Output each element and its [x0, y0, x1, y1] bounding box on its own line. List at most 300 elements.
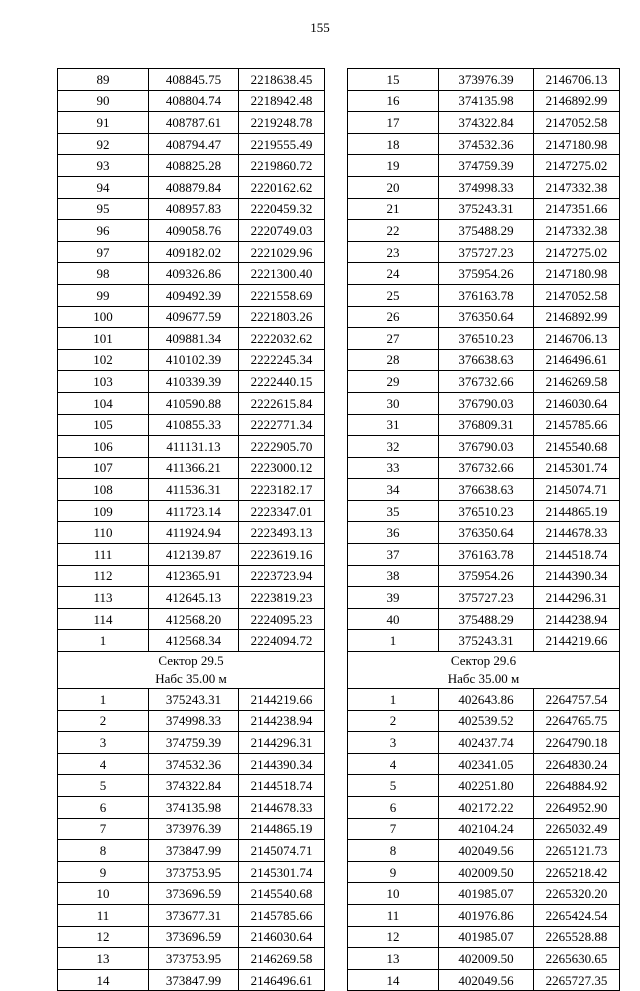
y-coordinate: 2223723.94: [239, 565, 325, 587]
point-number: 30: [348, 392, 439, 414]
x-coordinate: 409492.39: [149, 284, 239, 306]
x-coordinate: 374322.84: [439, 112, 534, 134]
y-coordinate: 2144296.31: [239, 732, 325, 754]
y-coordinate: 2265218.42: [534, 861, 620, 883]
table-row: [58, 710, 325, 732]
y-coordinate: 2218638.45: [239, 69, 325, 91]
point-number: 1: [58, 630, 149, 652]
y-coordinate: 2145301.74: [534, 457, 620, 479]
x-coordinate: 409677.59: [149, 306, 239, 328]
point-number: 32: [348, 436, 439, 458]
y-coordinate: 2219248.78: [239, 112, 325, 134]
x-coordinate: 373696.59: [149, 926, 239, 948]
point-number: 94: [58, 176, 149, 198]
y-coordinate: 2147275.02: [534, 155, 620, 177]
x-coordinate: 374998.33: [439, 176, 534, 198]
x-coordinate: 410102.39: [149, 349, 239, 371]
point-number: 93: [58, 155, 149, 177]
table-row: [348, 436, 620, 458]
x-coordinate: 374135.98: [149, 797, 239, 819]
point-number: 23: [348, 241, 439, 263]
x-coordinate: 376732.66: [439, 457, 534, 479]
table-row: [348, 479, 620, 501]
point-number: 1: [58, 689, 149, 711]
table-row: [348, 753, 620, 775]
x-coordinate: 412365.91: [149, 565, 239, 587]
x-coordinate: 374322.84: [149, 775, 239, 797]
y-coordinate: 2264757.54: [534, 689, 620, 711]
point-number: 13: [58, 948, 149, 970]
y-coordinate: 2221803.26: [239, 306, 325, 328]
point-number: 27: [348, 328, 439, 350]
table-row: [348, 840, 620, 862]
y-coordinate: 2146269.58: [534, 371, 620, 393]
sector-height: Набс 35.00 м: [447, 671, 520, 687]
point-number: 110: [58, 522, 149, 544]
y-coordinate: 2265528.88: [534, 926, 620, 948]
y-coordinate: 2146496.61: [239, 969, 325, 991]
table-row: [58, 732, 325, 754]
x-coordinate: 402009.50: [439, 861, 534, 883]
coordinates-table-left: [57, 68, 325, 991]
x-coordinate: 412645.13: [149, 587, 239, 609]
point-number: 92: [58, 133, 149, 155]
y-coordinate: 2147052.58: [534, 284, 620, 306]
point-number: 11: [348, 904, 439, 926]
point-number: 100: [58, 306, 149, 328]
y-coordinate: 2265727.35: [534, 969, 620, 991]
x-coordinate: 375488.29: [439, 220, 534, 242]
coordinates-table-right: [347, 68, 620, 991]
y-coordinate: 2223000.12: [239, 457, 325, 479]
table-row: [58, 112, 325, 134]
y-coordinate: 2144238.94: [534, 608, 620, 630]
x-coordinate: 374135.98: [439, 90, 534, 112]
table-row: [58, 241, 325, 263]
table-row: [58, 544, 325, 566]
x-coordinate: 373753.95: [149, 948, 239, 970]
y-coordinate: 2265032.49: [534, 818, 620, 840]
x-coordinate: 402009.50: [439, 948, 534, 970]
x-coordinate: 410339.39: [149, 371, 239, 393]
table-row: [58, 500, 325, 522]
y-coordinate: 2221300.40: [239, 263, 325, 285]
y-coordinate: 2146892.99: [534, 306, 620, 328]
table-row: [348, 176, 620, 198]
x-coordinate: 375727.23: [439, 587, 534, 609]
sector-header: [58, 652, 325, 689]
y-coordinate: 2222032.62: [239, 328, 325, 350]
table-row: [58, 797, 325, 819]
x-coordinate: 408957.83: [149, 198, 239, 220]
y-coordinate: 2145301.74: [239, 861, 325, 883]
x-coordinate: 411924.94: [149, 522, 239, 544]
y-coordinate: 2146496.61: [534, 349, 620, 371]
table-row: [58, 90, 325, 112]
x-coordinate: 401985.07: [439, 883, 534, 905]
x-coordinate: 411131.13: [149, 436, 239, 458]
x-coordinate: 376638.63: [439, 349, 534, 371]
x-coordinate: 373847.99: [149, 840, 239, 862]
y-coordinate: 2144865.19: [534, 500, 620, 522]
y-coordinate: 2222905.70: [239, 436, 325, 458]
table-row: [58, 371, 325, 393]
y-coordinate: 2146706.13: [534, 328, 620, 350]
x-coordinate: 376510.23: [439, 500, 534, 522]
point-number: 104: [58, 392, 149, 414]
point-number: 3: [348, 732, 439, 754]
point-number: 40: [348, 608, 439, 630]
table-row: [348, 220, 620, 242]
table-row: [348, 608, 620, 630]
point-number: 98: [58, 263, 149, 285]
table-row: [348, 263, 620, 285]
x-coordinate: 375727.23: [439, 241, 534, 263]
x-coordinate: 409326.86: [149, 263, 239, 285]
y-coordinate: 2144865.19: [239, 818, 325, 840]
table-row: [58, 436, 325, 458]
x-coordinate: 376732.66: [439, 371, 534, 393]
point-number: 22: [348, 220, 439, 242]
sector-title: Сектор 29.6: [450, 653, 517, 669]
table-row: [58, 587, 325, 609]
x-coordinate: 373976.39: [149, 818, 239, 840]
x-coordinate: 375954.26: [439, 263, 534, 285]
table-row: [348, 904, 620, 926]
table-row: [348, 732, 620, 754]
table-row: [348, 522, 620, 544]
y-coordinate: 2264952.90: [534, 797, 620, 819]
point-number: 4: [58, 753, 149, 775]
point-number: 20: [348, 176, 439, 198]
table-row: [348, 90, 620, 112]
x-coordinate: 376809.31: [439, 414, 534, 436]
table-row: [58, 220, 325, 242]
point-number: 11: [58, 904, 149, 926]
table-row: [58, 753, 325, 775]
table-row: [348, 926, 620, 948]
y-coordinate: 2144518.74: [534, 544, 620, 566]
y-coordinate: 2264765.75: [534, 710, 620, 732]
table-row: [58, 883, 325, 905]
sector-header: [348, 652, 620, 689]
table-row: [58, 69, 325, 91]
point-number: 12: [58, 926, 149, 948]
y-coordinate: 2144678.33: [534, 522, 620, 544]
x-coordinate: 375243.31: [149, 689, 239, 711]
table-row: [348, 284, 620, 306]
point-number: 101: [58, 328, 149, 350]
point-number: 33: [348, 457, 439, 479]
table-row: [58, 840, 325, 862]
table-row: [348, 797, 620, 819]
y-coordinate: 2265320.20: [534, 883, 620, 905]
point-number: 105: [58, 414, 149, 436]
y-coordinate: 2221558.69: [239, 284, 325, 306]
y-coordinate: 2219860.72: [239, 155, 325, 177]
table-row: [348, 306, 620, 328]
table-row: [348, 112, 620, 134]
table-row: [58, 608, 325, 630]
x-coordinate: 376350.64: [439, 522, 534, 544]
y-coordinate: 2147275.02: [534, 241, 620, 263]
point-number: 5: [348, 775, 439, 797]
table-row: [58, 328, 325, 350]
point-number: 15: [348, 69, 439, 91]
point-number: 39: [348, 587, 439, 609]
y-coordinate: 2222615.84: [239, 392, 325, 414]
x-coordinate: 402049.56: [439, 969, 534, 991]
table-row: [348, 565, 620, 587]
point-number: 96: [58, 220, 149, 242]
y-coordinate: 2224095.23: [239, 608, 325, 630]
point-number: 7: [348, 818, 439, 840]
point-number: 31: [348, 414, 439, 436]
table-row: [58, 414, 325, 436]
point-number: 112: [58, 565, 149, 587]
point-number: 102: [58, 349, 149, 371]
x-coordinate: 408804.74: [149, 90, 239, 112]
y-coordinate: 2145785.66: [239, 904, 325, 926]
x-coordinate: 412568.20: [149, 608, 239, 630]
point-number: 8: [58, 840, 149, 862]
x-coordinate: 375243.31: [439, 198, 534, 220]
sector-header-row: [58, 652, 325, 689]
x-coordinate: 411536.31: [149, 479, 239, 501]
x-coordinate: 411723.14: [149, 500, 239, 522]
table-row: [348, 818, 620, 840]
x-coordinate: 402437.74: [439, 732, 534, 754]
point-number: 103: [58, 371, 149, 393]
y-coordinate: 2146892.99: [534, 90, 620, 112]
table-row: [348, 414, 620, 436]
table-row: [58, 155, 325, 177]
table-row: [348, 371, 620, 393]
x-coordinate: 408879.84: [149, 176, 239, 198]
y-coordinate: 2147351.66: [534, 198, 620, 220]
point-number: 13: [348, 948, 439, 970]
table-row: [58, 861, 325, 883]
x-coordinate: 373677.31: [149, 904, 239, 926]
x-coordinate: 402172.22: [439, 797, 534, 819]
point-number: 21: [348, 198, 439, 220]
table-row: [348, 155, 620, 177]
point-number: 6: [58, 797, 149, 819]
x-coordinate: 410855.33: [149, 414, 239, 436]
y-coordinate: 2145540.68: [239, 883, 325, 905]
table-row: [58, 630, 325, 652]
table-row: [58, 263, 325, 285]
x-coordinate: 374759.39: [439, 155, 534, 177]
point-number: 90: [58, 90, 149, 112]
y-coordinate: 2222440.15: [239, 371, 325, 393]
point-number: 9: [348, 861, 439, 883]
x-coordinate: 409881.34: [149, 328, 239, 350]
y-coordinate: 2264830.24: [534, 753, 620, 775]
x-coordinate: 401985.07: [439, 926, 534, 948]
table-row: [58, 349, 325, 371]
table-row: [58, 689, 325, 711]
x-coordinate: 376638.63: [439, 479, 534, 501]
y-coordinate: 2222771.34: [239, 414, 325, 436]
point-number: 1: [348, 630, 439, 652]
x-coordinate: 402539.52: [439, 710, 534, 732]
table-row: [348, 775, 620, 797]
table-row: [58, 926, 325, 948]
point-number: 91: [58, 112, 149, 134]
x-coordinate: 402104.24: [439, 818, 534, 840]
y-coordinate: 2147332.38: [534, 176, 620, 198]
point-number: 14: [58, 969, 149, 991]
point-number: 109: [58, 500, 149, 522]
x-coordinate: 376790.03: [439, 436, 534, 458]
table-row: [348, 241, 620, 263]
y-coordinate: 2144296.31: [534, 587, 620, 609]
table-row: [348, 710, 620, 732]
x-coordinate: 402341.05: [439, 753, 534, 775]
point-number: 19: [348, 155, 439, 177]
table-row: [348, 349, 620, 371]
x-coordinate: 408825.28: [149, 155, 239, 177]
y-coordinate: 2223619.16: [239, 544, 325, 566]
x-coordinate: 408787.61: [149, 112, 239, 134]
x-coordinate: 375488.29: [439, 608, 534, 630]
table-row: [58, 457, 325, 479]
point-number: 18: [348, 133, 439, 155]
x-coordinate: 374759.39: [149, 732, 239, 754]
point-number: 107: [58, 457, 149, 479]
x-coordinate: 401976.86: [439, 904, 534, 926]
table-row: [348, 883, 620, 905]
point-number: 10: [58, 883, 149, 905]
y-coordinate: 2144390.34: [239, 753, 325, 775]
point-number: 29: [348, 371, 439, 393]
y-coordinate: 2223819.23: [239, 587, 325, 609]
point-number: 8: [348, 840, 439, 862]
y-coordinate: 2144238.94: [239, 710, 325, 732]
sector-height: Набс 35.00 м: [155, 671, 227, 687]
x-coordinate: 376163.78: [439, 544, 534, 566]
y-coordinate: 2147180.98: [534, 263, 620, 285]
y-coordinate: 2147332.38: [534, 220, 620, 242]
table-row: [348, 689, 620, 711]
y-coordinate: 2220162.62: [239, 176, 325, 198]
table-row: [348, 587, 620, 609]
table-row: [58, 176, 325, 198]
table-row: [348, 392, 620, 414]
y-coordinate: 2265121.73: [534, 840, 620, 862]
table-row: [58, 284, 325, 306]
point-number: 4: [348, 753, 439, 775]
point-number: 89: [58, 69, 149, 91]
table-row: [348, 948, 620, 970]
y-coordinate: 2145074.71: [534, 479, 620, 501]
x-coordinate: 374532.36: [149, 753, 239, 775]
sector-header-row: [348, 652, 620, 689]
point-number: 36: [348, 522, 439, 544]
point-number: 24: [348, 263, 439, 285]
y-coordinate: 2144678.33: [239, 797, 325, 819]
y-coordinate: 2146030.64: [239, 926, 325, 948]
point-number: 10: [348, 883, 439, 905]
table-row: [58, 565, 325, 587]
y-coordinate: 2223182.17: [239, 479, 325, 501]
sector-title: Сектор 29.5: [158, 653, 224, 669]
point-number: 97: [58, 241, 149, 263]
y-coordinate: 2265630.65: [534, 948, 620, 970]
x-coordinate: 409182.02: [149, 241, 239, 263]
y-coordinate: 2221029.96: [239, 241, 325, 263]
x-coordinate: 411366.21: [149, 457, 239, 479]
x-coordinate: 373753.95: [149, 861, 239, 883]
table-row: [348, 544, 620, 566]
y-coordinate: 2145785.66: [534, 414, 620, 436]
table-row: [348, 500, 620, 522]
table-row: [348, 198, 620, 220]
point-number: 25: [348, 284, 439, 306]
y-coordinate: 2146030.64: [534, 392, 620, 414]
point-number: 3: [58, 732, 149, 754]
point-number: 16: [348, 90, 439, 112]
y-coordinate: 2144219.66: [239, 689, 325, 711]
table-row: [348, 630, 620, 652]
y-coordinate: 2264790.18: [534, 732, 620, 754]
x-coordinate: 410590.88: [149, 392, 239, 414]
x-coordinate: 412139.87: [149, 544, 239, 566]
table-row: [58, 948, 325, 970]
x-coordinate: 402643.86: [439, 689, 534, 711]
point-number: 113: [58, 587, 149, 609]
table-row: [348, 69, 620, 91]
x-coordinate: 402049.56: [439, 840, 534, 862]
table-row: [58, 198, 325, 220]
x-coordinate: 408845.75: [149, 69, 239, 91]
y-coordinate: 2222245.34: [239, 349, 325, 371]
point-number: 38: [348, 565, 439, 587]
y-coordinate: 2147052.58: [534, 112, 620, 134]
y-coordinate: 2223347.01: [239, 500, 325, 522]
point-number: 17: [348, 112, 439, 134]
x-coordinate: 409058.76: [149, 220, 239, 242]
point-number: 106: [58, 436, 149, 458]
point-number: 7: [58, 818, 149, 840]
point-number: 28: [348, 349, 439, 371]
point-number: 12: [348, 926, 439, 948]
y-coordinate: 2223493.13: [239, 522, 325, 544]
y-coordinate: 2264884.92: [534, 775, 620, 797]
point-number: 2: [58, 710, 149, 732]
table-row: [58, 133, 325, 155]
page-number: 155: [310, 20, 330, 35]
y-coordinate: 2224094.72: [239, 630, 325, 652]
point-number: 9: [58, 861, 149, 883]
y-coordinate: 2147180.98: [534, 133, 620, 155]
x-coordinate: 375243.31: [439, 630, 534, 652]
table-row: [348, 969, 620, 991]
x-coordinate: 408794.47: [149, 133, 239, 155]
point-number: 114: [58, 608, 149, 630]
table-row: [348, 328, 620, 350]
table-row: [58, 392, 325, 414]
table-row: [58, 969, 325, 991]
point-number: 108: [58, 479, 149, 501]
y-coordinate: 2144390.34: [534, 565, 620, 587]
table-row: [58, 522, 325, 544]
point-number: 5: [58, 775, 149, 797]
point-number: 6: [348, 797, 439, 819]
y-coordinate: 2144219.66: [534, 630, 620, 652]
y-coordinate: 2220459.32: [239, 198, 325, 220]
